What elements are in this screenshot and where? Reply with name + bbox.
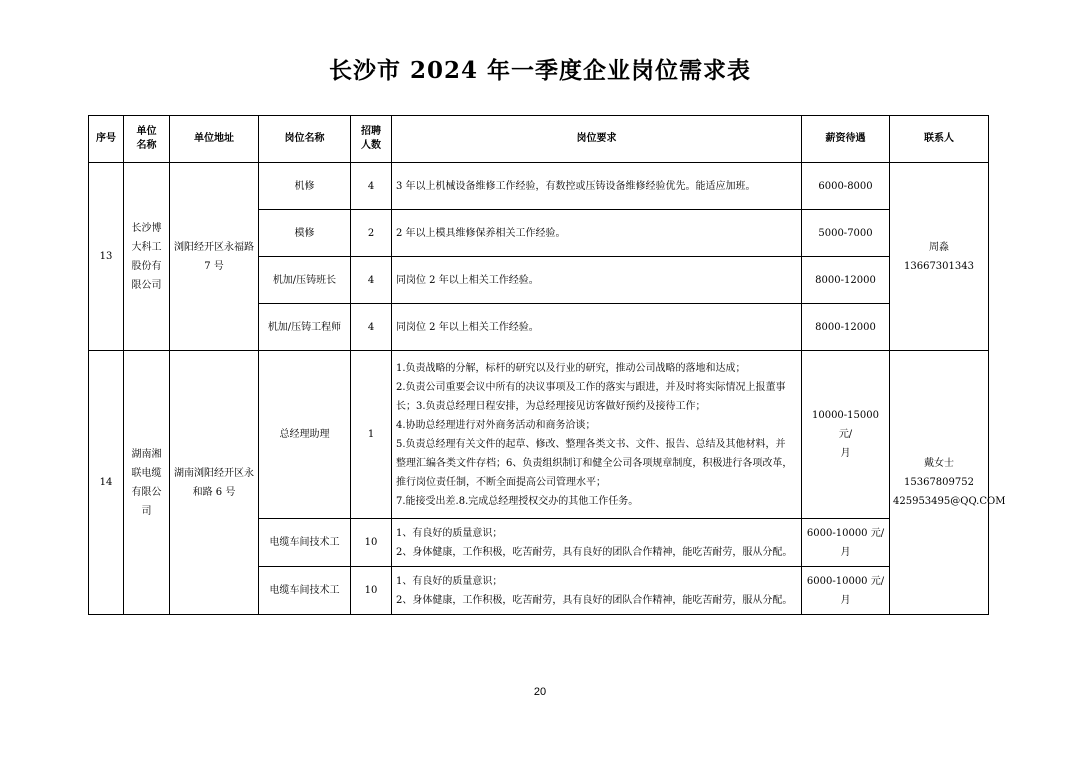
address-line: 和路 6 号	[192, 486, 236, 498]
company-name-line: 长沙博	[131, 222, 162, 234]
contact-line: 425953495@QQ.COM	[893, 496, 1006, 507]
page-title: 长沙市 2024 年一季度企业岗位需求表	[328, 57, 752, 84]
header-company-line: 名称	[136, 140, 157, 151]
address-line: 7 号	[204, 260, 224, 272]
company-name-line: 湖南湘	[131, 448, 162, 460]
count-cell: 4	[351, 163, 392, 210]
header-count	[351, 116, 392, 163]
contact-cell	[890, 351, 1006, 615]
job-demand-table	[88, 115, 1006, 615]
table-row	[89, 163, 989, 210]
header-count-line: 招聘	[361, 126, 381, 137]
position-cell: 总经理助理	[259, 351, 351, 519]
requirement-line: 5.负责总经理有关文件的起草、修改、整理各类文书、文件、报告、总结及其他材料，并	[396, 438, 786, 450]
address-line: 浏阳经开区永福路	[174, 241, 254, 253]
header-count-line: 人数	[361, 140, 381, 151]
requirement-line: 推行岗位责任制，不断全面提高公司管理水平；	[396, 476, 606, 488]
requirements-cell	[392, 351, 802, 519]
requirement-line: 3 年以上机械设备维修工作经验，有数控或压铸设备维修经验优先。能适应加班。	[396, 180, 756, 192]
position-cell: 模修	[259, 210, 351, 257]
requirement-line: 同岗位 2 年以上相关工作经验。	[396, 321, 539, 333]
requirement-line: 2.负责公司重要会议中所有的决议事项及工作的落实与跟进，并及时将实际情况上报董事	[396, 381, 786, 393]
requirements-cell	[392, 257, 802, 304]
seq-cell: 14	[89, 351, 124, 615]
address-cell	[170, 163, 259, 351]
header-company-line: 单位	[136, 126, 157, 137]
requirement-line: 1、有良好的质量意识；	[396, 527, 503, 539]
position-cell: 电缆车间技术工	[259, 567, 351, 615]
requirement-line: 2、身体健康，工作积极，吃苦耐劳，具有良好的团队合作精神，能吃苦耐劳，服从分配。	[396, 594, 793, 606]
position-cell: 机修	[259, 163, 351, 210]
company-name-cell	[124, 163, 170, 351]
count-cell: 10	[351, 567, 392, 615]
company-name-cell	[124, 351, 170, 615]
position-cell: 机加/压铸班长	[259, 257, 351, 304]
header-requirements: 岗位要求	[392, 116, 802, 163]
contact-line: 15367809752	[904, 477, 974, 488]
company-name-line: 限公司	[131, 279, 162, 291]
requirement-line: 7.能接受出差.8.完成总经理授权交办的其他工作任务。	[396, 495, 639, 507]
salary-line: 8000-12000	[815, 274, 876, 286]
position-cell: 电缆车间技术工	[259, 519, 351, 567]
salary-cell	[802, 519, 890, 567]
contact-line: 周淼	[929, 241, 949, 253]
contact-line: 13667301343	[904, 260, 974, 272]
table-body	[89, 163, 1006, 615]
salary-line: 月	[840, 448, 851, 459]
requirements-cell	[392, 567, 802, 615]
salary-line: 8000-12000	[815, 321, 876, 333]
header-address: 单位地址	[170, 116, 259, 163]
seq-cell: 13	[89, 163, 124, 351]
requirements-cell	[392, 519, 802, 567]
salary-cell	[802, 567, 890, 615]
header-row	[89, 116, 989, 163]
salary-cell	[802, 304, 890, 351]
requirements-cell	[392, 210, 802, 257]
salary-cell	[802, 351, 890, 519]
header-seq: 序号	[89, 116, 124, 163]
requirement-line: 长；3.负责总经理日程安排，为总经理接见访客做好预约及接待工作；	[396, 400, 706, 412]
address-line: 湖南浏阳经开区永	[174, 467, 254, 479]
address-cell	[170, 351, 259, 615]
salary-line: 6000-8000	[818, 180, 873, 192]
company-name-line: 大科工	[131, 241, 162, 253]
header-contact: 联系人	[890, 116, 989, 163]
salary-cell	[802, 210, 890, 257]
page-number: 20	[533, 686, 547, 698]
salary-cell	[802, 163, 890, 210]
salary-line: 6000-10000 元/月	[806, 527, 885, 558]
company-name-line: 股份有	[131, 260, 162, 272]
requirement-line: 4.协助总经理进行对外商务活动和商务洽谈；	[396, 419, 596, 431]
requirement-line: 1、有良好的质量意识；	[396, 575, 503, 587]
requirements-cell	[392, 163, 802, 210]
count-cell: 4	[351, 257, 392, 304]
contact-line: 戴女士	[924, 458, 954, 469]
salary-line: 5000-7000	[818, 227, 873, 239]
header-salary: 薪资待遇	[802, 116, 890, 163]
count-cell: 2	[351, 210, 392, 257]
requirement-line: 2、身体健康，工作积极，吃苦耐劳，具有良好的团队合作精神，能吃苦耐劳，服从分配。	[396, 546, 793, 558]
requirement-line: 2 年以上模具维修保养相关工作经验。	[396, 227, 566, 239]
table-row	[89, 351, 989, 519]
header-position: 岗位名称	[259, 116, 351, 163]
count-cell: 10	[351, 519, 392, 567]
requirements-cell	[392, 304, 802, 351]
company-name-line: 司	[141, 505, 152, 517]
company-name-line: 有限公	[131, 486, 162, 498]
contact-cell	[890, 163, 989, 351]
count-cell: 1	[351, 351, 392, 519]
count-cell: 4	[351, 304, 392, 351]
salary-line: 6000-10000 元/月	[806, 575, 885, 606]
requirement-line: 整理汇编各类文件存档；6、负责组织制订和健全公司各项规章制度，积极进行各项改革，	[396, 457, 793, 469]
requirement-line: 同岗位 2 年以上相关工作经验。	[396, 274, 539, 286]
salary-cell	[802, 257, 890, 304]
requirement-line: 1.负责战略的分解，标杆的研究以及行业的研究，推动公司战略的落地和达成；	[396, 362, 746, 374]
salary-line: 10000-15000 元/	[811, 410, 879, 440]
header-company	[124, 116, 170, 163]
company-name-line: 联电缆	[131, 467, 162, 479]
position-cell: 机加/压铸工程师	[259, 304, 351, 351]
